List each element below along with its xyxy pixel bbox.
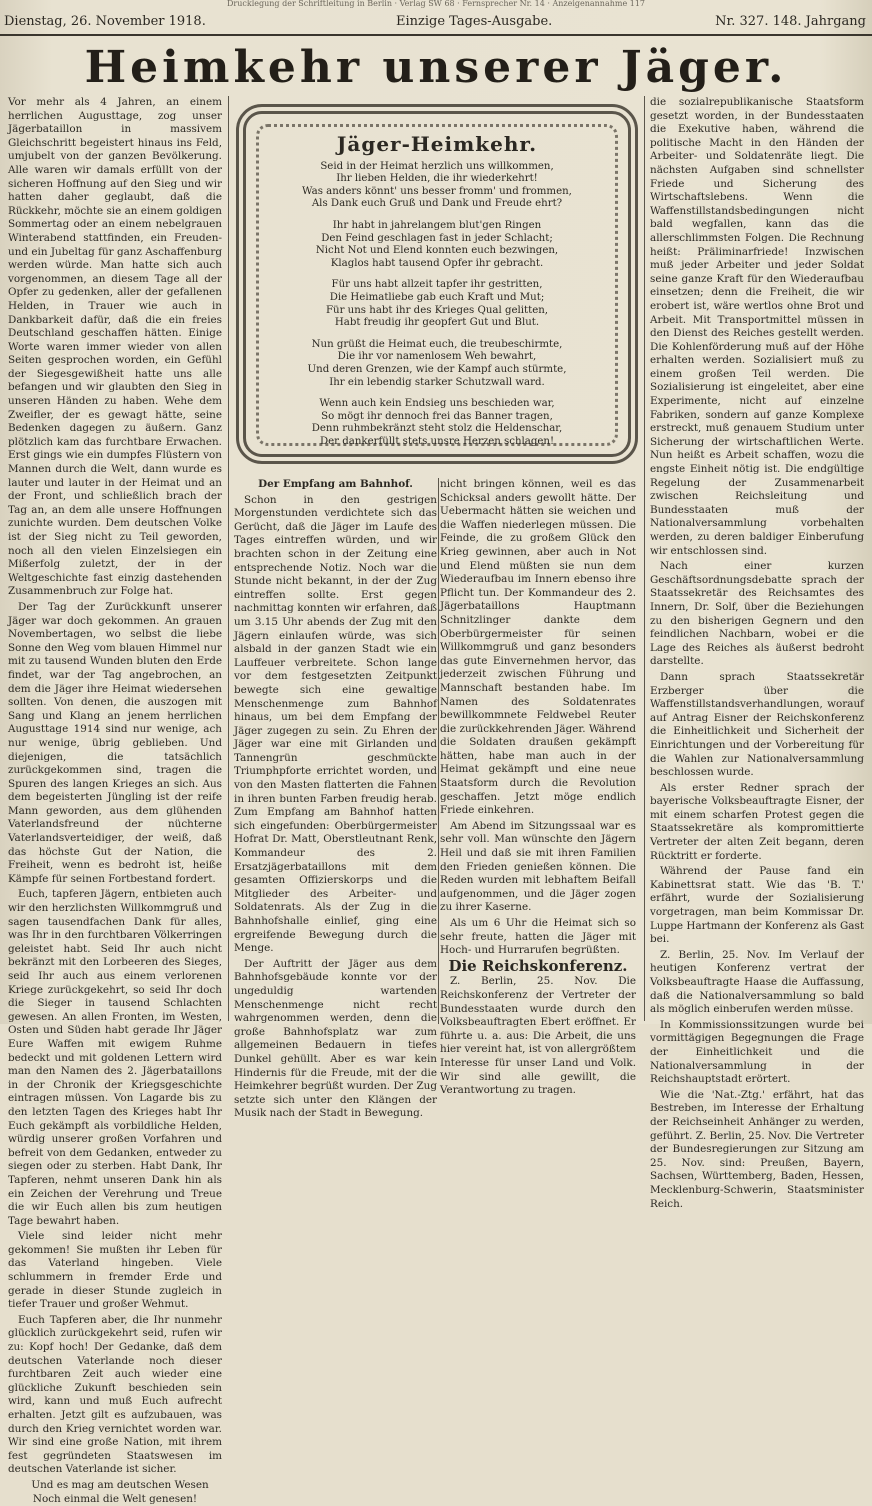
poem-stanza <box>262 220 612 270</box>
paragraph: Nach einer kurzen Geschäftsordnungsdebatte sprach der Staatssekretär des Reichsamtes des Innern, Dr. Solf, über die Beziehungen zu den bisherigen Gegnern und den feindlichen Nachbarn, wobei er die Lage des Reiches als äußerst bedroht darstellte. <box>650 560 864 668</box>
poem-line: Als Dank euch Gruß und Dank und Freude ehrt? <box>311 198 563 210</box>
masthead <box>0 12 872 34</box>
poem-line: So mögt ihr dennoch frei das Banner tragen, <box>321 410 553 422</box>
article-column-4 <box>650 96 864 1210</box>
edition-label: Einzige Tages-Ausgabe. <box>396 14 553 29</box>
paragraph: Der Tag der Zurückkunft unserer Jäger war doch gekommen. An grauen Novembertagen, wo selbst die liebe Sonne den Weg vom blauen Himmel nur mit zu tausend Wunden bluten den Erde findet, war der Tag angebrochen, an dem die Jäger ihre Heimat wiedersehen sollten. Von denen, die auszogen mit Sang und Klang an jenem herrlichen Augusttage 1914 sind nur wenige, ach nur wenige, übrig geblieben. Und diejenigen, die tatsächlich zurückgekommen sind, tragen die Spuren des langen Krieges an sich. Aus dem begeisterten Jüngling ist der reife Mann geworden, aus dem glühenden Vaterlandsfreund der nüchterne Vaterlandsverteidiger, der weiß, daß das höchste Gut der Nation, die Freiheit, wenn es bedroht ist, heiße Kämpfe für seinen Fortbestand fordert. <box>8 600 222 885</box>
paragraph: Am Abend im Sitzungssaal war es sehr voll. Man wünschte den Jägern Heil und daß sie mit ihren Familien den Frieden genießen können. Die Reden wurden mit lebhaftem Beifall aufgenommen, und die Jäger zogen zu ihrer Kaserne. <box>440 819 636 914</box>
poem-line: Nicht Not und Elend konnten euch bezwingen, <box>315 245 559 257</box>
section-heading: Der Empfang am Bahnhof. <box>258 478 413 490</box>
paragraph: die sozialrepublikanische Staatsform gesetzt worden, in der Bundesstaaten die Exekutive haben, während die politische Macht in den Händen der Arbeiter- und Soldatenräte liegt. Die nächsten Aufgaben sind schnellster Friede und Sicherung des Wirtschaftslebens. Wenn die Waffenstillstandsbedingungen nicht bald wegfallen, kann das die allerschlimmsten Folgen. Die Rechnung heißt: Präliminarfriede! Inzwischen muß jeder Arbeiter und jeder Soldat seine ganze Kraft für den Wiederaufbau einsetzen; denn die Freiheit, die wir erobert ist, wäre wertlos ohne Brot und Arbeit. Mit Transportmittel müssen in den Dienst des Reiches gestellt werden. Die Kohlenförderung muß auf der Höhe erhalten werden. Sozialisiert muß zu einem großen Teil werden. Die Sozialisierung ist eingeleitet, aber eine Experimente, nicht auf einzelne Fabriken, sondern auf ganze Komplexe erstreckt, muß genauem Studium unter Sicherung der wirtschaftlichen Werte. Nun heißt es Arbeit schaffen, wozu die engste Einheit nötig ist. Die endgültige Regelung der Zusammenarbeit zwischen Reichsleitung und Bundesstaaten muß der Nationalversammlung vorbehalten werden, zu deren baldiger Einberufung wir entschlossen sind. <box>650 96 864 557</box>
paragraph: Schon in den gestrigen Morgenstunden verdichtete sich das Gerücht, daß die Jäger im Laufe des Tages eintreffen würden, und wir brachten schon in der Zeitung eine entsprechende Notiz. Noch war die Stunde nicht bekannt, in der der Zug eintreffen sollte. Erst gegen nachmittag konnten wir erfahren, daß um 3.15 Uhr abends der Zug mit den Jägern einlaufen würde, was sich alsbald in der ganzen Stadt wie ein Lauffeuer verbreitete. Schon lange vor dem festgesetzten Zeitpunkt bewegte sich eine gewaltige Menschenmenge zum Bahnhof hinaus, um bei dem Empfang der Jäger zugegen zu sein. Zu Ehren der Jäger war eine mit Girlanden und Tannengrün geschmückte Triumphpforte errichtet worden, und von den Masten flatterten die Fahnen in ihren bunten Farben freudig herab. Zum Empfang am Bahnhof hatten sich eingefunden: Oberbürgermeister Hofrat Dr. Matt, Oberstleutnant Renk, Kommandeur des 2. Ersatzjägerbataillons mit dem gesamten Offizierskorps und die Mitglieder des Arbeiter- und Soldatenrats. Als der Zug in die Bahnhofshalle einlief, ging eine ergreifende Bewegung durch die Menge. <box>234 493 437 955</box>
paragraph: Während der Pause fand ein Kabinettsrat statt. Wie das 'B. T.' erfährt, wurde der Sozialisierung vorgetragen, man beim Kommissar Dr. Luppe Hartmann der Konferenz als Gast bei. <box>650 865 864 946</box>
poem-line: Habt freudig ihr geopfert Gut und Blut. <box>334 317 540 329</box>
poem-title: Jäger-Heimkehr. <box>336 132 538 156</box>
poem-line: Den Feind geschlagen fast in jeder Schlacht; <box>321 232 553 244</box>
poem-line: Und deren Grenzen, wie der Kampf auch stürmte, <box>307 363 567 375</box>
poem-stanza <box>262 279 612 329</box>
paragraph: nicht bringen können, weil es das Schicksal anders gewollt hätte. Der Uebermacht hätten sie weichen und die Waffen niederlegen müssen. Die Feinde, die zu großem Glück den Krieg gewinnen, aber auch in Not und Elend müßten sie nun dem Wiederaufbau im Innern ebenso ihre Pflicht tun. Der Kommandeur des 2. Jägerbataillons Hauptmann Schnitzlinger dankte dem Oberbürgermeister für seinen Willkommgruß und ganz besonders das gute Einvernehmen hervor, das jederzeit zwischen Führung und Mannschaft bestanden habe. Im Namen des Soldatenrates bewillkommnete Feldwebel Reuter die zurückkehrenden Jäger. Während die Soldaten draußen gekämpft hätten, habe man auch in der Heimat gekämpft und eine neue Staatsform durch die Revolution geschaffen. Jetzt möge endlich Friede einkehren. <box>440 478 636 817</box>
paragraph: Als um 6 Uhr die Heimat sich so sehr freute, hatten die Jäger mit Hoch- und Hurrarufen begrüßten. <box>440 917 636 957</box>
column-divider <box>644 96 645 1021</box>
masthead-rule <box>0 34 872 36</box>
paragraph: Z. Berlin, 25. Nov. Die Reichskonferenz der Vertreter der Bundesstaaten wurde durch den Volksbeauftragten Ebert eröffnet. Er führte u. a. aus: Die Arbeit, die uns hier vereint hat, ist von allergrößtem Interesse für unser Land und Volk. Wir sind alle gewillt, die Verantwortung zu tragen. <box>440 975 636 1097</box>
poem-line: Seid in der Heimat herzlich uns willkommen, <box>320 160 554 172</box>
poem-line: Nun grüßt die Heimat euch, die treubeschirmte, <box>311 338 563 350</box>
paragraph: Euch Tapferen aber, die Ihr nunmehr glücklich zurückgekehrt seid, rufen wir zu: Kopf hoch! Der Gedanke, daß dem deutschen Vaterlande noch dieser furchtbaren Zeit auch wieder eine glückliche Zukunft beschieden sein wird, kann und muß Euch aufrecht erhalten. Jetzt gilt es aufzubauen, was durch den Krieg vernichtet worden war. Wir sind eine große Nation, mit ihrem fest gegründeten Staatswesen im deutschen Vaterlande ist sicher. <box>8 1313 222 1476</box>
section-heading: Die Reichskonferenz. <box>448 956 628 975</box>
poem-stanza <box>262 339 612 389</box>
poem-stanza <box>262 398 612 448</box>
poem <box>262 132 612 447</box>
paragraph: Z. Berlin, 25. Nov. Im Verlauf der heutigen Konferenz vertrat der Volksbeauftragte Haase die Auffassung, daß die Nationalversammlung so bald als möglich einberufen werden müsse. <box>650 948 864 1016</box>
masthead-fine-print: Drucklegung der Schriftleitung in Berlin · Verlag SW 68 · Fernsprecher Nr. 14 · Anzeigenannahme 117 <box>226 0 646 8</box>
paragraph: In Kommissionssitzungen wurde bei vormittägigen Begegnungen die Frage der Einheitlichkeit und die Nationalversammlung in der Reichshauptstadt erörtert. <box>650 1018 864 1086</box>
headline: Heimkehr unserer Jäger. <box>84 42 788 93</box>
paragraph: Viele sind leider nicht mehr gekommen! Sie mußten ihr Leben für das Vaterland hingeben. Viele schlummern in fremder Erde und gerade in dieser Stunde zugleich in tiefer Trauer und großer Wehmut. <box>8 1230 222 1311</box>
paragraph: Der Auftritt der Jäger aus dem Bahnhofsgebäude konnte vor der ungeduldig wartenden Menschenmenge nicht recht wahrgenommen werden, denn die große Bahnhofsplatz war zum allgemeinen Bedauern in tiefes Dunkel gehüllt. Aber es war kein Hindernis für die Freude, mit der die Heimkehrer begrüßt wurden. Der Zug setzte sich unter den Klängen der Musik nach der Stadt in Bewegung. <box>234 957 437 1120</box>
column-divider <box>438 478 439 1024</box>
poem-line: Die ihr vor namenlosem Weh bewahrt, <box>337 351 537 363</box>
poem-line: Ihr lieben Helden, die ihr wiederkehrt! <box>336 173 538 185</box>
paragraph: Euch, tapferen Jägern, entbieten auch wir den herzlichsten Willkommgruß und sagen tausendfachen Dank für alles, was Ihr in den furchtbaren Völkerringen geleistet habt. Seid Ihr auch nicht bekränzt mit den Lorbeeren des Sieges, seid Ihr auch aus einem verlorenen Kriege zurückgekehrt, so seid Ihr doch die Sieger in tausend Schlachten gewesen. An allen Fronten, im Westen, Osten und Süden habt gerade Ihr Jäger Eure Waffen mit ewigem Ruhme bedeckt und mit goldenen Lettern wird man den Namen des 2. Jägerbataillons in der Chronik der Kriegsgeschichte eintragen müssen. Von Lagarde bis zu den letzten Tagen des Krieges habt Ihr Euch gekämpft als vorbildliche Helden, würdig unserer großen Vorfahren und befreit von dem Gedanken, entweder zu siegen oder zu sterben. Habt Dank, Ihr Tapferen, nehmt unseren Dank hin als ein Zeichen der Verehrung und Treue die wir Euch allen bis zum heutigen Tage bewahrt haben. <box>8 888 222 1227</box>
poem-stanza <box>262 161 612 211</box>
poem-line: Ihr ein lebendig starker Schutzwall ward. <box>329 376 545 388</box>
closing-verse: Und es mag am deutschen Wesen Noch einmal die Welt genesen! <box>31 1478 209 1505</box>
article-column-1 <box>8 96 222 1505</box>
paragraph: Vor mehr als 4 Jahren, an einem herrlichen Augusttage, zog unser Jägerbataillon in massivem Gleichschritt begeistert hinaus ins Feld, umjubelt von der ganzen Bevölkerung. Alle waren wir damals erfüllt von der sicheren Hoffnung auf den Sieg und wir hatten daher geglaubt, daß die Rückkehr, möchte sie an einem goldigen Sommertag oder an einem nebelgrauen Winterabend stattfinden, ein Freuden- und ein Jubeltag für ganz Aschaffenburg werden würde. Man hatte sich auch vorgenommen, an diesem Tage all der Opfer zu gedenken, aller der gefallenen Helden, in Trauer wie auch in Dankbarkeit dafür, daß die ein freies Deutschland geschaffen hätten. Einige Worte waren immer wieder von allen Seiten gesprochen worden, ein Gefühl der Siegesgewißheit hatte uns alle befangen und wir glaubten den Sieg in unseren Händen zu haben. Wehe dem Zweifler, der es gewagt hätte, seine Bedenken dagegen zu äußern. Ganz plötzlich kam das furchtbare Erwachen. Erst gings wie ein dumpfes Flüstern von Mannen durch die Welt, dann wurde es lauter und lauter in der Heimat und an der Front, und schließlich brach der Tag an, an dem alle unsere Hoffnungen zunichte wurden. Dem deutschen Volke ist der Sieg nicht zu Teil geworden, noch all den vielen Einzelsiegen ein Mißerfolg zuletzt, der in der Weltgeschichte fast einzig dastehenden Zusammenbruch zur Folge hat. <box>8 96 222 598</box>
article-column-3 <box>440 478 636 1097</box>
column-divider <box>228 96 229 1021</box>
article-column-2 <box>234 478 437 1120</box>
poem-line: Der dankerfüllt stets unsre Herzen schlagen! <box>319 435 555 447</box>
paragraph: Als erster Redner sprach der bayerische Volksbeauftragte Eisner, der mit einem scharfen Protest gegen die Staatssekretäre als kompromittierte Vertreter der alten Zeit begann, deren Rücktritt er forderte. <box>650 781 864 862</box>
poem-line: Wenn auch kein Endsieg uns beschieden war, <box>319 398 555 410</box>
poem-line: Denn ruhmbekränzt steht stolz die Heldenschar, <box>311 423 563 435</box>
poem-line: Was anders könnt' uns besser fromm' und frommen, <box>302 185 572 197</box>
issue-number: Nr. 327. 148. Jahrgang <box>715 14 866 29</box>
poem-line: Die Heimatliebe gab euch Kraft und Mut; <box>329 291 545 303</box>
poem-line: Ihr habt in jahrelangem blut'gen Ringen <box>332 219 542 231</box>
poem-line: Für uns habt ihr des Krieges Qual gelitten, <box>325 304 549 316</box>
paragraph: Wie die 'Nat.-Ztg.' erfährt, hat das Bestreben, im Interesse der Erhaltung der Reichseinheit Anhänger zu werden, geführt. Z. Berlin, 25. Nov. Die Vertreter der Bundesregierungen zur Sitzung am 25. Nov. sind: Preußen, Bayern, Sachsen, Württemberg, Baden, Hessen, Mecklenburg-Schwerin, Staatsminister Reich. <box>650 1088 864 1210</box>
poem-line: Klaglos habt tausend Opfer ihr gebracht. <box>330 257 544 269</box>
paragraph: Dann sprach Staatssekretär Erzberger über die Waffenstillstandsverhandlungen, worauf auf Antrag Eisner der Reichskonferenz die Einheitlichkeit und Sicherheit der Einrichtungen und der Vorbereitung für die Wahlen zur Nationalversammlung beschlossen wurde. <box>650 670 864 779</box>
poem-line: Für uns habt allzeit tapfer ihr gestritten, <box>331 279 543 291</box>
issue-date: Dienstag, 26. November 1918. <box>4 14 206 29</box>
